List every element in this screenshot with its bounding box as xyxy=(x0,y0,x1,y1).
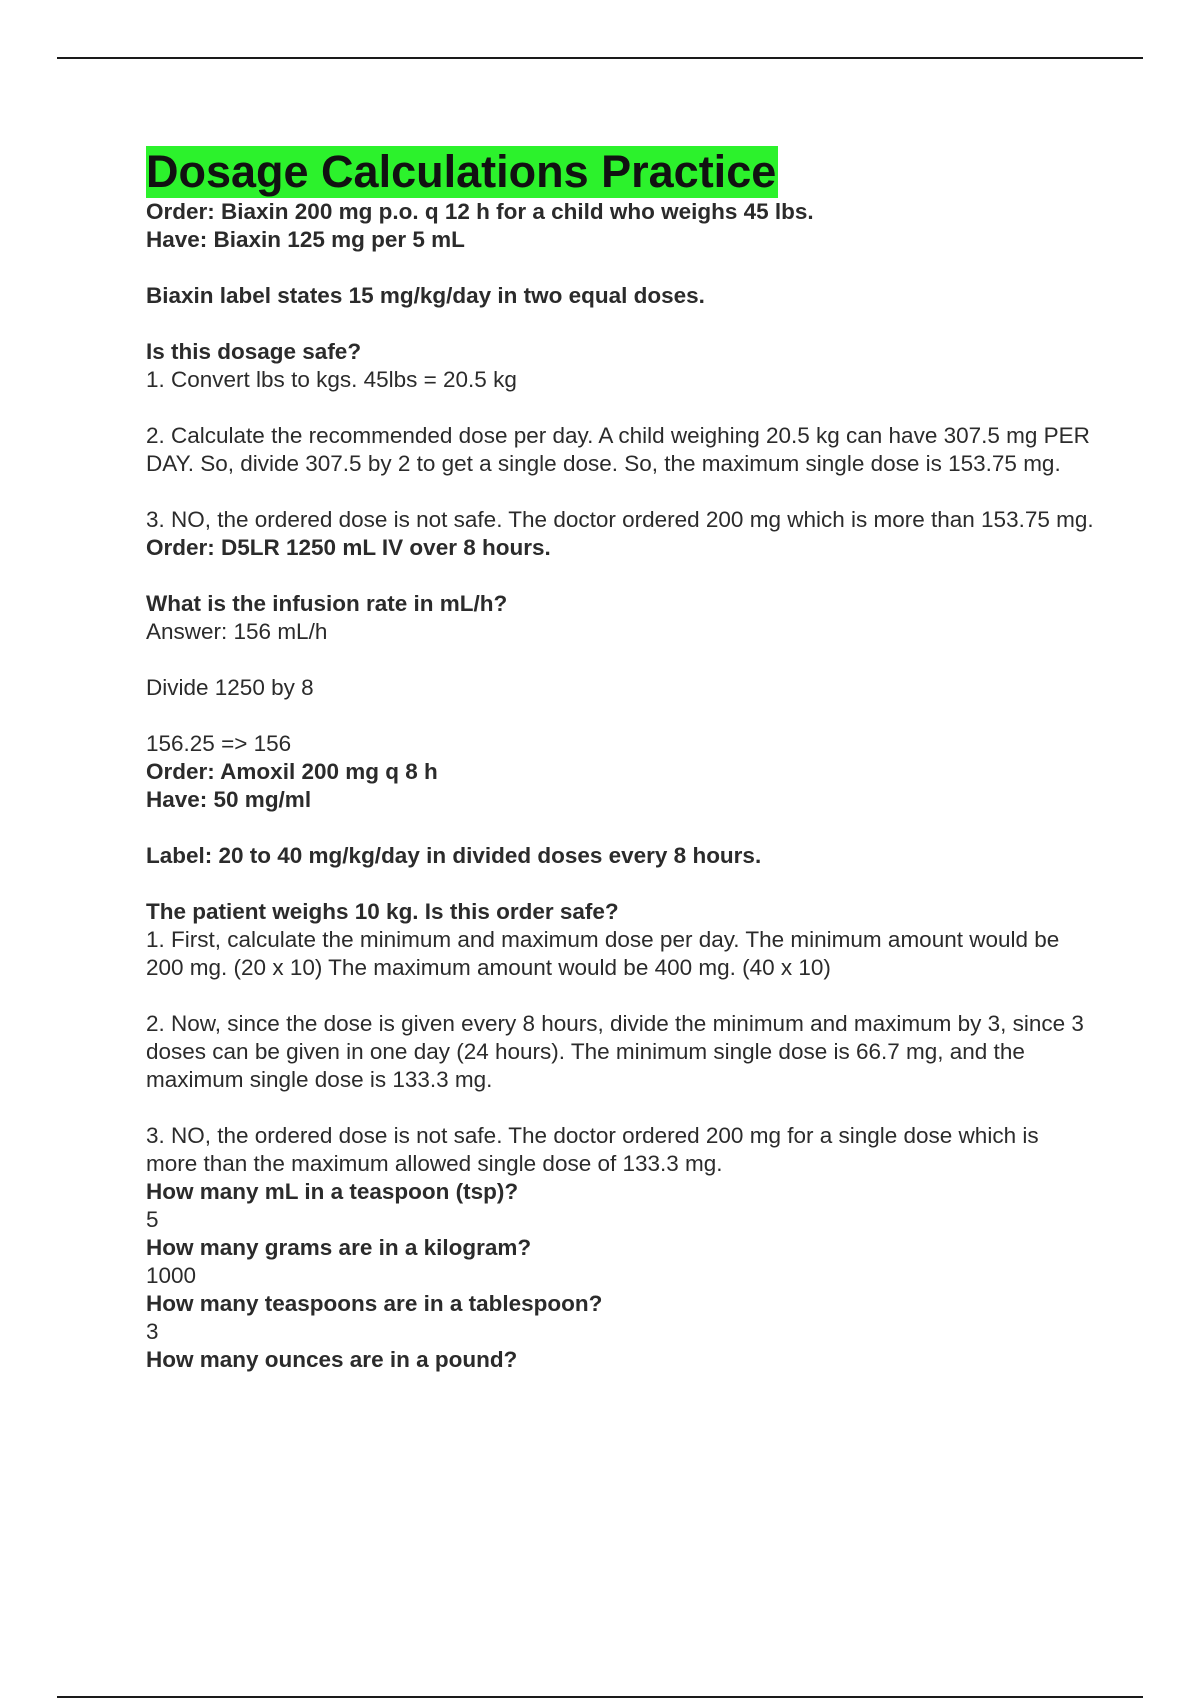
spacer xyxy=(146,562,1096,590)
bottom-divider xyxy=(57,1696,1143,1698)
spacer xyxy=(146,982,1096,1010)
q5-question: How many grams are in a kilogram? xyxy=(146,1235,532,1260)
document-body xyxy=(146,146,1096,1374)
q1-have: Have: Biaxin 125 mg per 5 mL xyxy=(146,227,465,252)
q4-answer: 5 xyxy=(146,1207,159,1232)
spacer xyxy=(146,394,1096,422)
q6-answer: 3 xyxy=(146,1319,159,1344)
q1-step-3: 3. NO, the ordered dose is not safe. The doctor ordered 200 mg which is more than 153.75 mg. xyxy=(146,507,1094,532)
spacer xyxy=(146,814,1096,842)
q3-step-1: 1. First, calculate the minimum and maximum dose per day. The minimum amount would be 200 mg. (20 x 10) The maximum amount would be 400 mg. (40 x 10) xyxy=(146,927,1060,980)
q2-answer: Answer: 156 mL/h xyxy=(146,619,328,644)
q4-question: How many mL in a teaspoon (tsp)? xyxy=(146,1179,519,1204)
q6-question: How many teaspoons are in a tablespoon? xyxy=(146,1291,603,1316)
q1-label: Biaxin label states 15 mg/kg/day in two equal doses. xyxy=(146,283,705,308)
q5-answer: 1000 xyxy=(146,1263,197,1288)
q3-order: Order: Amoxil 200 mg q 8 h xyxy=(146,759,438,784)
q7-question: How many ounces are in a pound? xyxy=(146,1347,518,1372)
top-divider xyxy=(57,57,1143,59)
spacer xyxy=(146,646,1096,674)
q2-work-2: 156.25 => 156 xyxy=(146,731,292,756)
q2-order: Order: D5LR 1250 mL IV over 8 hours. xyxy=(146,535,551,560)
q3-question: The patient weighs 10 kg. Is this order safe? xyxy=(146,899,619,924)
spacer xyxy=(146,310,1096,338)
q3-have: Have: 50 mg/ml xyxy=(146,787,312,812)
q1-order: Order: Biaxin 200 mg p.o. q 12 h for a child who weighs 45 lbs. xyxy=(146,199,814,224)
q3-step-3: 3. NO, the ordered dose is not safe. The doctor ordered 200 mg for a single dose which is more than the maximum allowed single dose of 133.3 mg. xyxy=(146,1123,1039,1176)
page-title: Dosage Calculations Practice xyxy=(146,146,777,197)
spacer xyxy=(146,478,1096,506)
spacer xyxy=(146,1094,1096,1122)
q2-question: What is the infusion rate in mL/h? xyxy=(146,591,508,616)
q1-step-1: 1. Convert lbs to kgs. 45lbs = 20.5 kg xyxy=(146,367,517,392)
spacer xyxy=(146,702,1096,730)
q1-question: Is this dosage safe? xyxy=(146,339,362,364)
q1-step-2: 2. Calculate the recommended dose per day. A child weighing 20.5 kg can have 307.5 mg PER DAY. So, divide 307.5 by 2 to get a single dose. So, the maximum single dose is 153.75 mg. xyxy=(146,423,1090,476)
spacer xyxy=(146,870,1096,898)
spacer xyxy=(146,254,1096,282)
q3-step-2: 2. Now, since the dose is given every 8 hours, divide the minimum and maximum by 3, since 3 doses can be given in one day (24 hours). The minimum single dose is 66.7 mg, and the maximum single dose is 133.3 mg. xyxy=(146,1011,1084,1092)
q3-label: Label: 20 to 40 mg/kg/day in divided doses every 8 hours. xyxy=(146,843,762,868)
q2-work-1: Divide 1250 by 8 xyxy=(146,675,314,700)
